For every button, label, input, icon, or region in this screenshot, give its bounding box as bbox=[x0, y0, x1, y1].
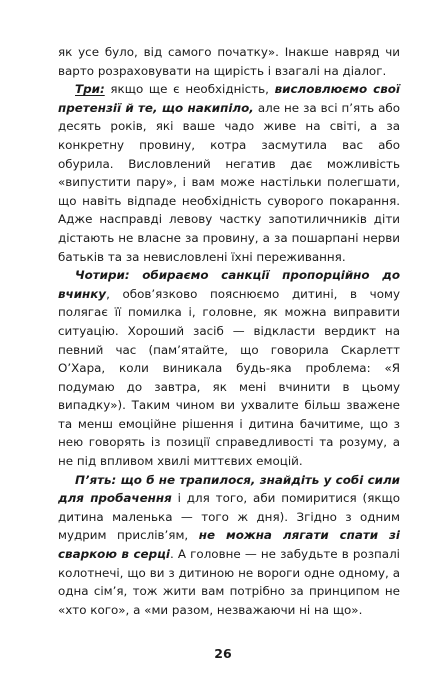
paragraph-3 bbox=[58, 266, 400, 471]
paragraph-4-text-1: і для того, аби помиритися (якщо дитина маленька — того ж дня). Згідно з одним мудрим прислів’ям, bbox=[58, 491, 400, 543]
paragraph-2-emphasis: висловлюємо свої претензії й те, що накипіло, bbox=[58, 82, 400, 115]
paragraph-2-text-2: але не за всі п’ять або десять років, які ваше чадо живе на світі, а за конкретну провину, котра засмутила вас або обурила. Висловлений негатив дає можливість «випустити пару», і вам може настільки полегшати, що навіть відпаде необхідність суворого покарання. Адже насправді левову частку запотиличників діти дістають не власне за провину, а за пошарпані нерви батьків та за невисловлені їхні переживання. bbox=[58, 100, 401, 264]
page-number: 26 bbox=[214, 646, 232, 661]
paragraph-1-text: як усе було, від самого початку». Інакше навряд чи варто розраховувати на щирість і взагалі на діалог. bbox=[58, 45, 400, 78]
paragraph-4-text-2: . А головне — не забудьте в розпалі колотнечі, що ви з дитиною не вороги одне одному, а одна сім’я, тож жити вам потрібно за принципом не «хто кого», а «ми разом, незважаючи ні на що». bbox=[58, 547, 400, 617]
paragraph-2-text-1: якщо ще є необхідність, bbox=[104, 82, 275, 97]
body-text bbox=[58, 43, 400, 619]
paragraph-2-lead: Три: bbox=[75, 82, 105, 97]
paragraph-3-lead: Чотири: обираємо санкції пропорційно до вчинку bbox=[58, 268, 400, 301]
paragraph-2 bbox=[58, 80, 400, 266]
paragraph-1 bbox=[58, 43, 400, 80]
paragraph-4 bbox=[58, 471, 400, 620]
paragraph-4-lead: П’ять: що б не трапилося, знайдіть у собі сили для пробачення bbox=[58, 472, 400, 506]
paragraph-4-emphasis: не можна лягати спати зі сваркою в серці bbox=[58, 528, 400, 562]
paragraph-3-text-1: , обов’язково пояснюємо дитині, в чому полягає її помилка і, головне, як можна виправити ситуацію. Хороший засіб — відкласти вердикт на певний час (пам’ятайте, що говорила Скарлетт О’Хара, коли виникала будь-яка проблема: «Я подумаю до завтра, як мені вчинити в цьому випадку»). Таким чином ви ухвалите більш зважене та менш емоційне рішення і дитина бачитиме, що з нею говорять із позиції справедливості та розуму, а не під впливом хвилі миттєвих емоцій. bbox=[58, 286, 400, 469]
